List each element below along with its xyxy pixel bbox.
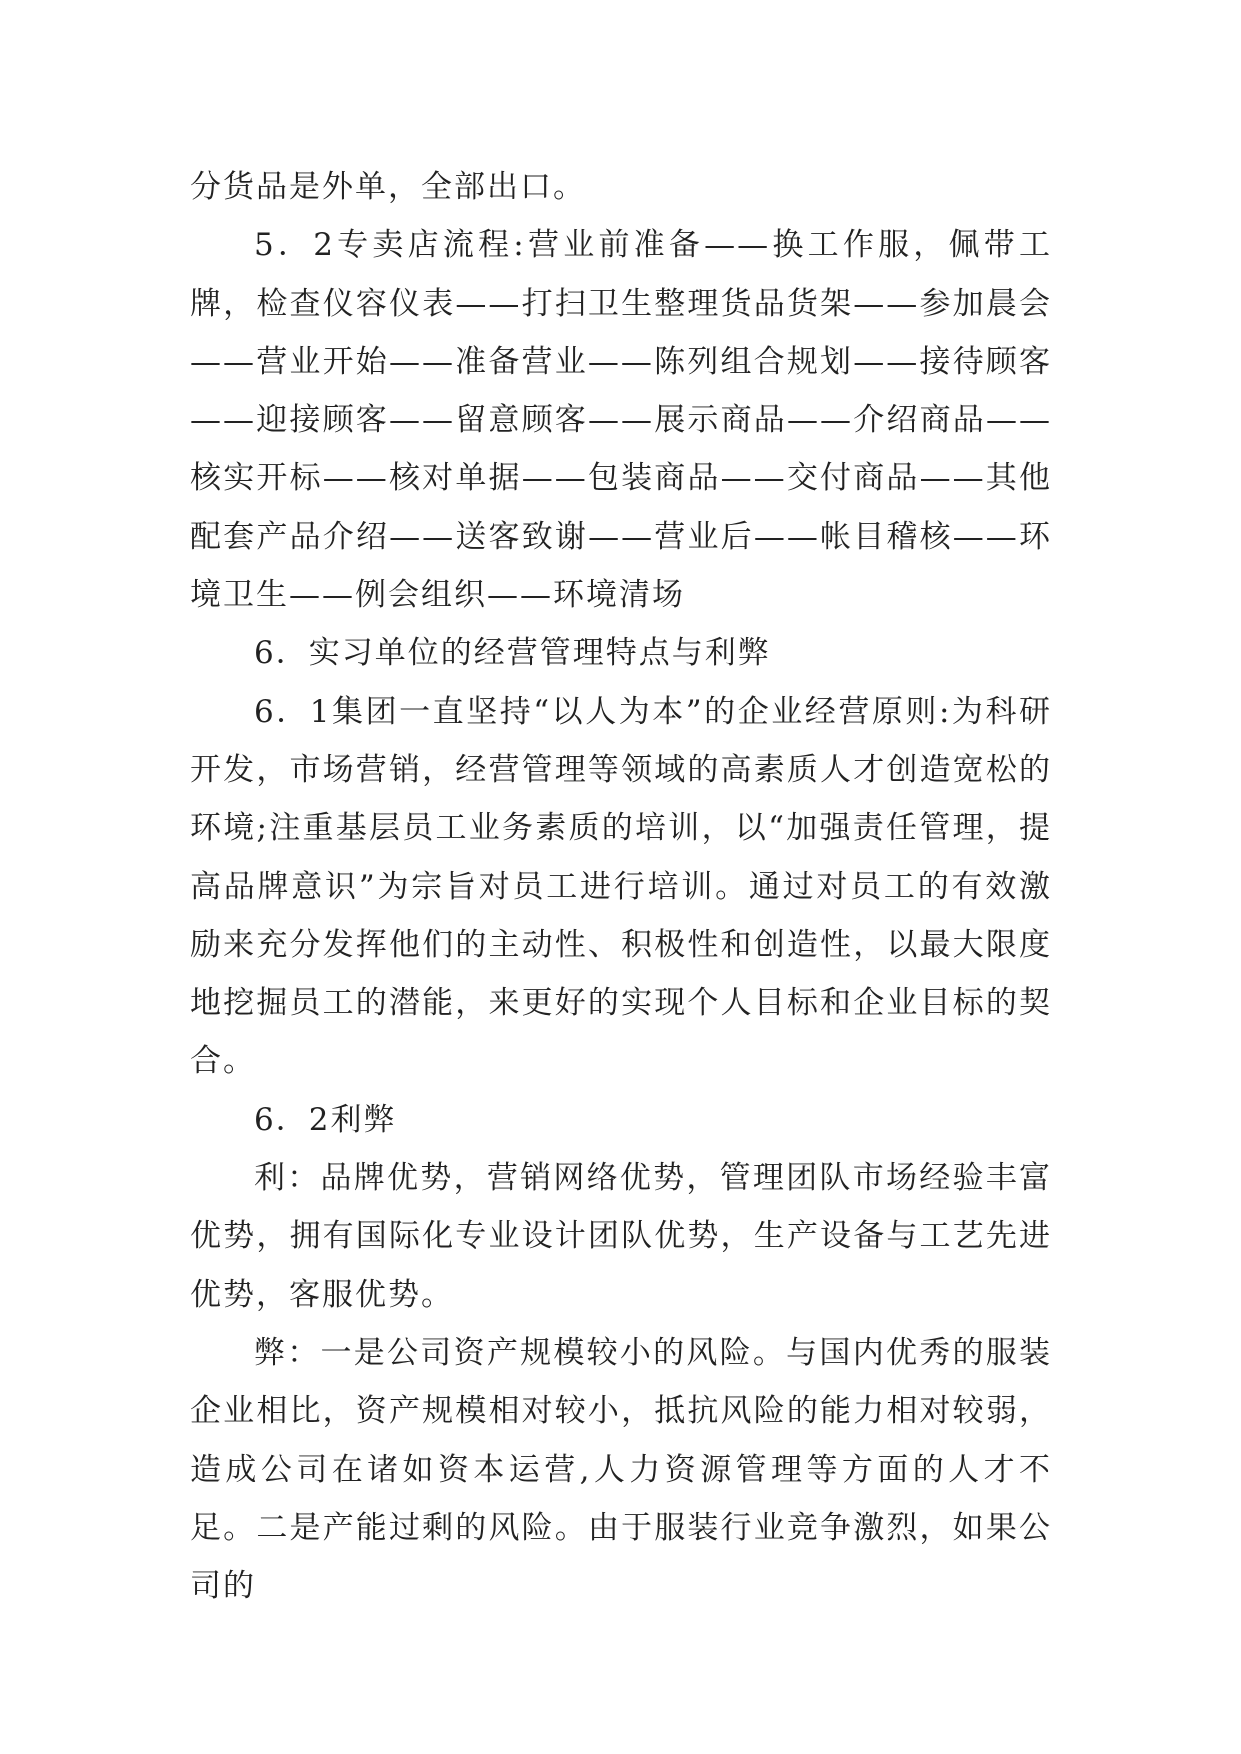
paragraph-disadvantages: 弊：一是公司资产规模较小的风险。与国内优秀的服装企业相比，资产规模相对较小，抵抗风险的能力相对较弱，造成公司在诸如资本运营,人力资源管理等方面的人才不足。二是产能过剩的风险。由于服装行业竞争激烈，如果公司的: [190, 1334, 1052, 1605]
document-body: [190, 158, 1052, 1615]
paragraph-people-oriented: 6．1集团一直坚持“以人为本”的企业经营原则:为科研开发，市场营销，经营管理等领域的高素质人才创造宽松的环境;注重基层员工业务素质的培训，以“加强责任管理，提高品牌意识”为宗旨对员工进行培训。通过对员工的有效激励来充分发挥他们的主动性、积极性和创造性，以最大限度地挖掘员工的潜能，来更好的实现个人目标和企业目标的契合。: [190, 693, 1052, 1080]
paragraph-continuation: 分货品是外单，全部出口。: [190, 169, 586, 205]
section-heading-management: 6．实习单位的经营管理特点与利弊: [254, 635, 771, 672]
paragraph-store-process: 5．2专卖店流程:营业前准备——换工作服，佩带工牌，检查仪容仪表——打扫卫生整理货品货架——参加晨会——营业开始——准备营业——陈列组合规划——接待顾客——迎接顾客——留意顾客——展示商品——介绍商品——核实开标——核对单据——包装商品——交付商品——其他配套产品介绍——送客致谢——营业后——帐目稽核——环境卫生——例会组织——环境清场: [190, 227, 1052, 614]
subsection-heading-pros-cons: 6．2利弊: [254, 1101, 397, 1138]
paragraph-advantages: 利：品牌优势，营销网络优势，管理团队市场经验丰富优势，拥有国际化专业设计团队优势，生产设备与工艺先进优势，客服优势。: [190, 1160, 1052, 1313]
